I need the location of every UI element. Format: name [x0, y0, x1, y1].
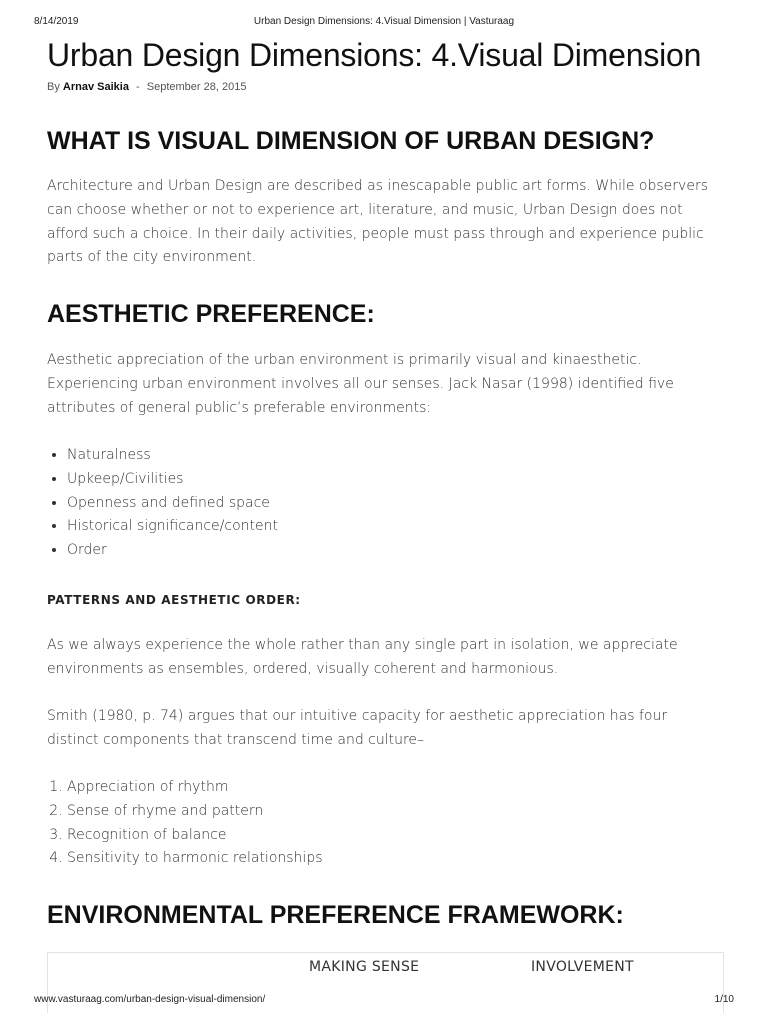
heading-environmental-preference-framework: ENVIRONMENTAL PREFERENCE FRAMEWORK: [47, 901, 624, 929]
print-date: 8/14/2019 [34, 16, 79, 27]
list-item: 3. Recognition of balance [67, 824, 743, 848]
attributes-list [47, 444, 743, 563]
list-item: • Openness and defined space [67, 492, 743, 516]
print-document-title: Urban Design Dimensions: 4.Visual Dimension | Vasturaag [253, 16, 515, 27]
components-list [47, 776, 743, 871]
post-date: September 28, 2015 [146, 81, 247, 93]
byline-by-label: By [47, 81, 60, 93]
list-item: • Naturalness [67, 444, 743, 468]
table-header-making-sense: MAKING SENSE [309, 959, 420, 975]
list-item: 4. Sensitivity to harmonic relationships [67, 847, 743, 871]
paragraph-patterns: As we always experience the whole rather than any single part in isolation, we appreciate environments as ensembles, ordered, visually coherent and harmonious. [47, 637, 678, 677]
author-link[interactable]: Arnav Saikia [62, 81, 129, 93]
list-item: 1. Appreciation of rhythm [67, 776, 743, 800]
heading-aesthetic-preference: AESTHETIC PREFERENCE: [47, 300, 375, 328]
article [47, 36, 723, 929]
print-footer [34, 994, 734, 1008]
list-item: 2. Sense of rhyme and pattern [67, 800, 743, 824]
page-number: 1/10 [714, 994, 734, 1005]
list-item: • Order [67, 539, 743, 563]
heading-visual-dimension: WHAT IS VISUAL DIMENSION OF URBAN DESIGN? [47, 127, 655, 155]
table-header-involvement: INVOLVEMENT [531, 959, 634, 975]
list-item: • Upkeep/Civilities [67, 468, 743, 492]
print-url: www.vasturaag.com/urban-design-visual-dimension/ [34, 994, 266, 1005]
byline-separator: - [136, 81, 140, 93]
page-title: Urban Design Dimensions: 4.Visual Dimension [47, 37, 702, 73]
paragraph-visual-dimension: Architecture and Urban Design are described as inescapable public art forms. While observers can choose whether or not to experience art, literature, and music, Urban Design does not afford such a choice. In their daily activities, people must pass through and experience public parts of the city environment. [47, 178, 708, 266]
heading-patterns-aesthetic-order: PATTERNS AND AESTHETIC ORDER: [47, 593, 301, 607]
print-header [34, 16, 734, 30]
paragraph-smith: Smith (1980, p. 74) argues that our intuitive capacity for aesthetic appreciation has four distinct components that transcend time and culture– [47, 708, 668, 748]
paragraph-aesthetic-preference: Aesthetic appreciation of the urban environment is primarily visual and kinaesthetic. Experiencing urban environment involves all our senses. Jack Nasar (1998) identified five attributes of general public’s preferable environments: [47, 352, 674, 416]
list-item: • Historical significance/content [67, 515, 743, 539]
byline [47, 80, 723, 94]
